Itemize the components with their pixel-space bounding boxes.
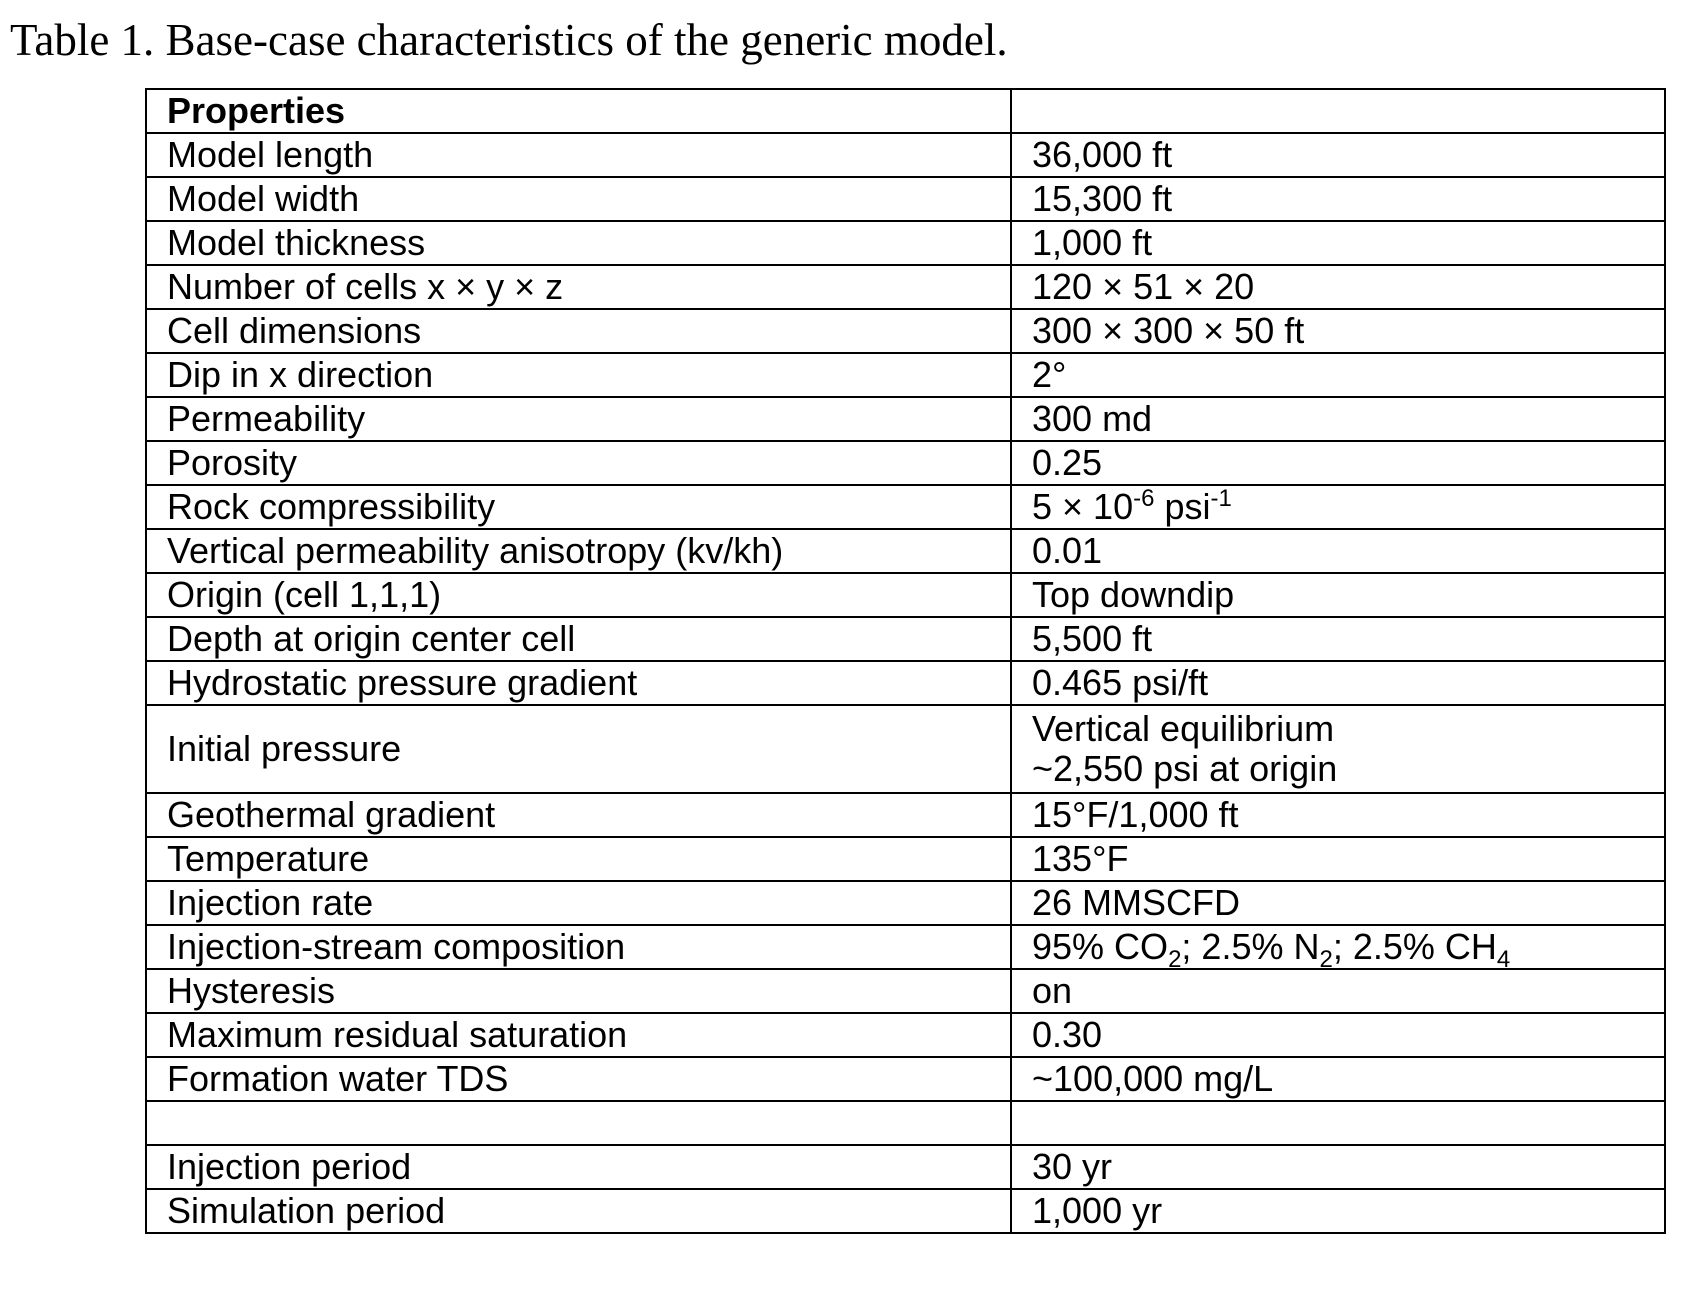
value-line: Vertical equilibrium	[1032, 708, 1335, 749]
property-cell: Depth at origin center cell	[146, 617, 1011, 661]
property-cell: Vertical permeability anisotropy (kv/kh)	[146, 529, 1011, 573]
property-cell: Injection-stream composition	[146, 925, 1011, 969]
value-exponent: -6	[1133, 485, 1155, 512]
table-row	[146, 1189, 1665, 1233]
value-cell	[1011, 925, 1665, 969]
header-value	[1011, 89, 1665, 133]
property-cell: Temperature	[146, 837, 1011, 881]
property-cell: Hydrostatic pressure gradient	[146, 661, 1011, 705]
table-row	[146, 661, 1665, 705]
value-cell	[1011, 485, 1665, 529]
table-row	[146, 177, 1665, 221]
property-cell: Porosity	[146, 441, 1011, 485]
property-cell: Maximum residual saturation	[146, 1013, 1011, 1057]
value-subscript: 2	[1168, 946, 1182, 969]
value-text: ; 2.5% CH	[1332, 926, 1497, 967]
value-cell: 0.465 psi/ft	[1011, 661, 1665, 705]
value-cell: 5,500 ft	[1011, 617, 1665, 661]
value-cell: 135°F	[1011, 837, 1665, 881]
table-row	[146, 397, 1665, 441]
value-unit-exponent: -1	[1210, 485, 1232, 512]
property-cell: Injection rate	[146, 881, 1011, 925]
table-row	[146, 1145, 1665, 1189]
value-text: ; 2.5% N	[1181, 926, 1320, 967]
table-row	[146, 793, 1665, 837]
property-cell: Hysteresis	[146, 969, 1011, 1013]
property-cell: Origin (cell 1,1,1)	[146, 573, 1011, 617]
property-cell: Permeability	[146, 397, 1011, 441]
value-unit: psi	[1154, 486, 1211, 527]
table-row	[146, 705, 1665, 793]
value-cell: 2°	[1011, 353, 1665, 397]
header-properties: Properties	[146, 89, 1011, 133]
property-cell: Model width	[146, 177, 1011, 221]
table-row	[146, 353, 1665, 397]
table-row	[146, 221, 1665, 265]
value-cell: Top downdip	[1011, 573, 1665, 617]
property-cell: Cell dimensions	[146, 309, 1011, 353]
property-cell	[146, 1101, 1011, 1145]
value-cell: 15,300 ft	[1011, 177, 1665, 221]
value-cell: 1,000 yr	[1011, 1189, 1665, 1233]
table-header-row	[146, 89, 1665, 133]
value-cell: 300 md	[1011, 397, 1665, 441]
value-cell: 120 × 51 × 20	[1011, 265, 1665, 309]
value-cell: ~100,000 mg/L	[1011, 1057, 1665, 1101]
value-subscript: 2	[1319, 946, 1333, 969]
property-cell: Initial pressure	[146, 705, 1011, 793]
table-row	[146, 1057, 1665, 1101]
table-row	[146, 529, 1665, 573]
property-cell: Rock compressibility	[146, 485, 1011, 529]
value-base: 5 × 10	[1032, 486, 1134, 527]
table-row	[146, 1013, 1665, 1057]
table-row	[146, 837, 1665, 881]
value-cell: 26 MMSCFD	[1011, 881, 1665, 925]
value-text: 95% CO	[1032, 926, 1169, 967]
value-cell: 36,000 ft	[1011, 133, 1665, 177]
property-cell: Formation water TDS	[146, 1057, 1011, 1101]
table-row-empty	[146, 1101, 1665, 1145]
property-cell: Injection period	[146, 1145, 1011, 1189]
table-row	[146, 573, 1665, 617]
value-cell: 0.01	[1011, 529, 1665, 573]
property-cell: Geothermal gradient	[146, 793, 1011, 837]
property-cell: Model length	[146, 133, 1011, 177]
table-row	[146, 881, 1665, 925]
table-row	[146, 485, 1665, 529]
value-line: ~2,550 psi at origin	[1032, 748, 1338, 789]
property-cell: Simulation period	[146, 1189, 1011, 1233]
table-row	[146, 265, 1665, 309]
table-row	[146, 309, 1665, 353]
value-subscript: 4	[1496, 946, 1511, 969]
table-caption: Table 1. Base-case characteristics of the generic model.	[10, 15, 1008, 65]
value-cell: 300 × 300 × 50 ft	[1011, 309, 1665, 353]
value-cell: on	[1011, 969, 1665, 1013]
table-row	[146, 925, 1665, 969]
table-row	[146, 133, 1665, 177]
value-cell: 30 yr	[1011, 1145, 1665, 1189]
properties-table	[145, 88, 1666, 1234]
value-cell: 0.30	[1011, 1013, 1665, 1057]
property-cell: Dip in x direction	[146, 353, 1011, 397]
value-cell: 15°F/1,000 ft	[1011, 793, 1665, 837]
property-cell: Number of cells x × y × z	[146, 265, 1011, 309]
value-cell	[1011, 1101, 1665, 1145]
value-cell: 0.25	[1011, 441, 1665, 485]
value-cell	[1011, 705, 1665, 793]
value-cell: 1,000 ft	[1011, 221, 1665, 265]
property-cell: Model thickness	[146, 221, 1011, 265]
table-row	[146, 441, 1665, 485]
table-row	[146, 617, 1665, 661]
table-row	[146, 969, 1665, 1013]
